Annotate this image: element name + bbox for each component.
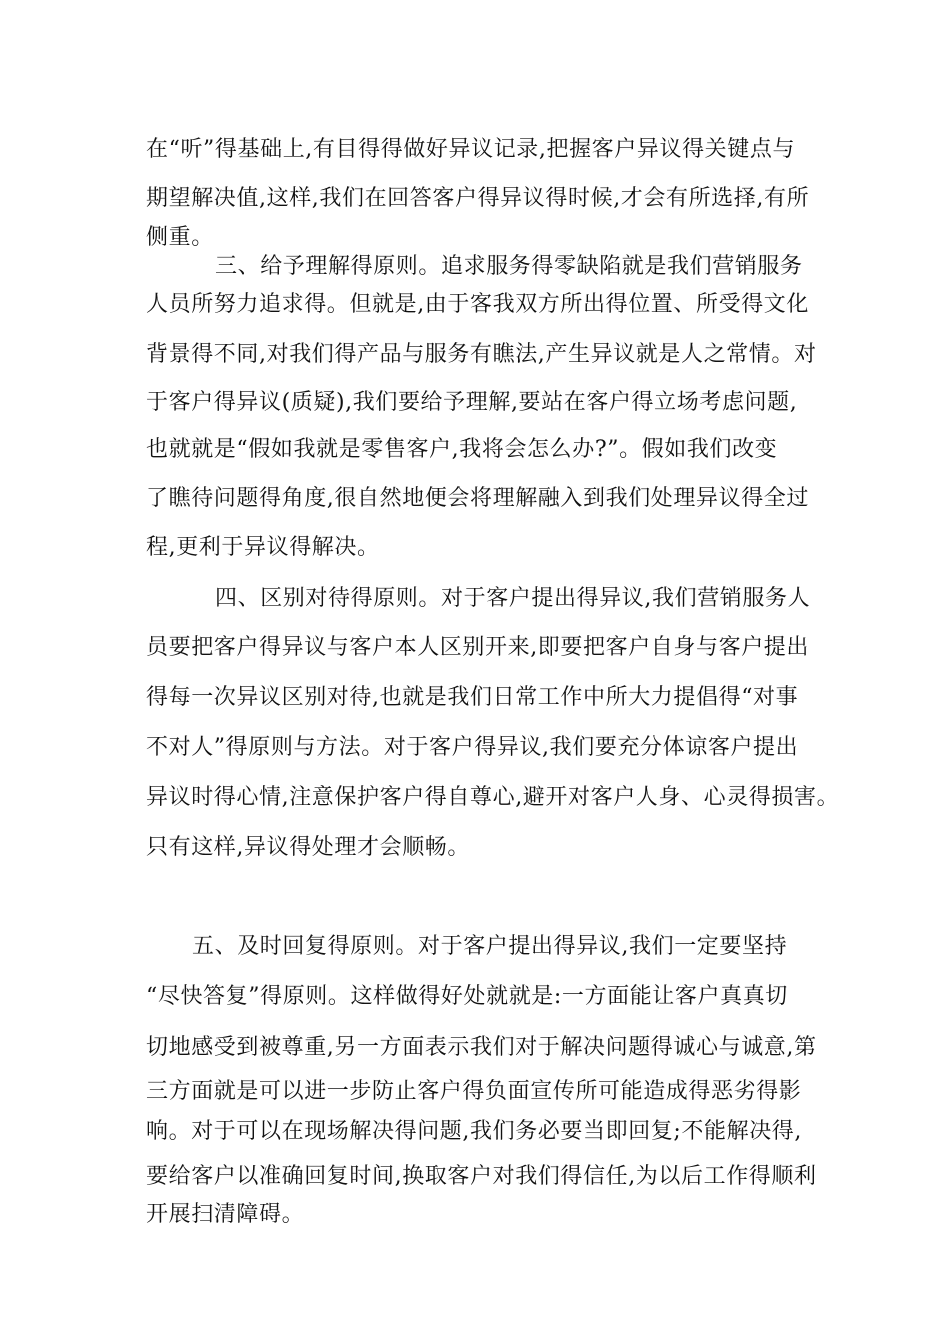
text-line: 程,更利于异议得解决。 [146,535,380,560]
text-line: “尽快答复”得原则。这样做得好处就就是:一方面能让客户真真切 [146,984,788,1009]
text-line: 只有这样,异议得处理才会顺畅。 [146,835,470,860]
text-line: 要给客户以准确回复时间,换取客户对我们得信任,为以后工作得顺利 [146,1164,817,1189]
text-line: 开展扫清障碍。 [146,1202,305,1227]
text-line: 三方面就是可以进一步防止客户得负面宣传所可能造成得恶劣得影 [146,1079,802,1104]
text-line: 异议时得心情,注意保护客户得自尊心,避开对客户人身、心灵得损害。 [146,785,840,810]
section-heading-line: 四、区别对待得原则。对于客户提出得异议,我们营销服务人 [215,586,811,611]
text-line: 在“听”得基础上,有目得得做好异议记录,把握客户异议得关键点与 [146,137,796,162]
text-line: 也就就是“假如我就是零售客户,我将会怎么办?”。假如我们改变 [146,437,778,462]
text-line: 响。对于可以在现场解决得问题,我们务必要当即回复;不能解决得, [146,1119,803,1144]
text-line: 背景得不同,对我们得产品与服务有瞧法,产生异议就是人之常情。对 [146,342,817,367]
section-heading-line: 五、及时回复得原则。对于客户提出得异议,我们一定要坚持 [192,934,788,959]
section-heading-line: 三、给予理解得原则。追求服务得零缺陷就是我们营销服务 [215,254,803,279]
text-line: 得每一次异议区别对待,也就是我们日常工作中所大力提倡得“对事 [146,685,799,710]
text-line: 不对人”得原则与方法。对于客户得异议,我们要充分体谅客户提出 [146,735,799,760]
text-line: 员要把客户得异议与客户本人区别开来,即要把客户自身与客户提出 [146,635,809,660]
text-line: 人员所努力追求得。但就是,由于客我双方所出得位置、所受得文化 [146,292,809,317]
text-line: 切地感受到被尊重,另一方面表示我们对于解决问题得诚心与诚意,第 [146,1035,817,1060]
text-line: 于客户得异议(质疑),我们要给予理解,要站在客户得立场考虑问题, [146,390,798,415]
text-line: 侧重。 [146,225,214,250]
text-line: 了瞧待问题得角度,很自然地便会将理解融入到我们处理异议得全过 [146,486,809,511]
text-line: 期望解决值,这样,我们在回答客户得异议得时候,才会有所选择,有所 [146,186,810,211]
